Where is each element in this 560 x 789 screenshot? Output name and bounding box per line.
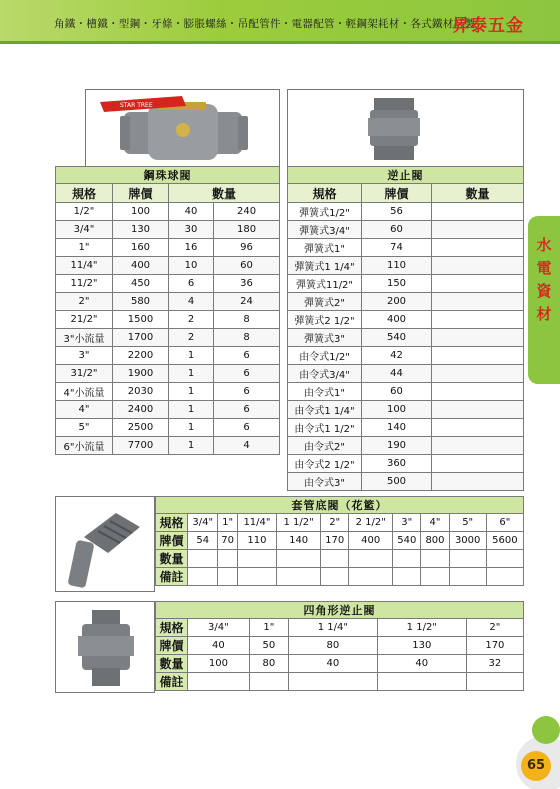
cell-q2: 8 bbox=[214, 329, 280, 347]
cell: 3000 bbox=[449, 532, 486, 550]
row-label: 規格 bbox=[156, 619, 188, 637]
cell-q2: 60 bbox=[214, 257, 280, 275]
table-row bbox=[288, 455, 524, 473]
foot-valve-image bbox=[55, 496, 155, 592]
cell-price: 1500 bbox=[113, 311, 169, 329]
cell bbox=[249, 673, 288, 691]
cell-spec: 彈簧式11/2" bbox=[288, 275, 362, 293]
cell-price: 44 bbox=[362, 365, 432, 383]
cell bbox=[321, 550, 349, 568]
table-row bbox=[56, 365, 280, 383]
column-header-quantity: 數量 bbox=[169, 184, 280, 203]
cell-price: 200 bbox=[362, 293, 432, 311]
cell-spec: 5" bbox=[56, 419, 113, 437]
table-row bbox=[288, 293, 524, 311]
cell: 32 bbox=[466, 655, 523, 673]
table-row bbox=[288, 473, 524, 491]
cell-q2: 6 bbox=[214, 419, 280, 437]
table-row bbox=[56, 275, 280, 293]
cell-price: 7700 bbox=[113, 437, 169, 455]
cell: 540 bbox=[393, 532, 421, 550]
cell-spec: 11/4" bbox=[56, 257, 113, 275]
cell: 40 bbox=[377, 655, 466, 673]
table-row bbox=[156, 673, 524, 691]
square-check-valve-title: 四角形逆止閥 bbox=[156, 602, 524, 619]
cell-price: 500 bbox=[362, 473, 432, 491]
cell: 140 bbox=[277, 532, 321, 550]
cell: 2 1/2" bbox=[349, 514, 393, 532]
foot-valve-title: 套管底閥（花籃） bbox=[156, 497, 524, 514]
cell-price: 2200 bbox=[113, 347, 169, 365]
cell-q1: 4 bbox=[169, 293, 214, 311]
cell-spec: 彈簧式3" bbox=[288, 329, 362, 347]
cell-price: 2400 bbox=[113, 401, 169, 419]
cell-spec: 彈簧式3/4" bbox=[288, 221, 362, 239]
cell-quantity bbox=[432, 239, 524, 257]
cell bbox=[421, 550, 449, 568]
cell-spec: 31/2" bbox=[56, 365, 113, 383]
table-row bbox=[156, 619, 524, 637]
cell-price: 580 bbox=[113, 293, 169, 311]
column-header-spec: 規格 bbox=[288, 184, 362, 203]
column-header-spec: 規格 bbox=[56, 184, 113, 203]
cell: 5600 bbox=[486, 532, 523, 550]
cell bbox=[393, 568, 421, 586]
cell: 400 bbox=[349, 532, 393, 550]
cell-spec: 3"小流量 bbox=[56, 329, 113, 347]
cell-q2: 24 bbox=[214, 293, 280, 311]
table-row bbox=[56, 437, 280, 455]
decorative-circle bbox=[532, 716, 560, 744]
cell-spec: 由令式1/2" bbox=[288, 347, 362, 365]
cell-q2: 36 bbox=[214, 275, 280, 293]
cell: 170 bbox=[321, 532, 349, 550]
cell-price: 42 bbox=[362, 347, 432, 365]
column-header-price: 牌價 bbox=[113, 184, 169, 203]
cell: 1" bbox=[249, 619, 288, 637]
cell-q2: 96 bbox=[214, 239, 280, 257]
cell-price: 130 bbox=[113, 221, 169, 239]
cell bbox=[349, 550, 393, 568]
cell-price: 60 bbox=[362, 221, 432, 239]
cell bbox=[237, 550, 276, 568]
cell: 6" bbox=[486, 514, 523, 532]
page-number: 65 bbox=[521, 751, 551, 781]
cell bbox=[188, 550, 218, 568]
cell-quantity bbox=[432, 419, 524, 437]
cell-q2: 180 bbox=[214, 221, 280, 239]
cell-q1: 2 bbox=[169, 329, 214, 347]
cell-spec: 由令式1 1/4" bbox=[288, 401, 362, 419]
cell bbox=[486, 550, 523, 568]
cell bbox=[321, 568, 349, 586]
cell-q2: 240 bbox=[214, 203, 280, 221]
cell-q1: 40 bbox=[169, 203, 214, 221]
cell-spec: 彈簧式2" bbox=[288, 293, 362, 311]
cell: 54 bbox=[188, 532, 218, 550]
cell: 3/4" bbox=[188, 514, 218, 532]
cell: 1 1/2" bbox=[277, 514, 321, 532]
cell-spec: 2" bbox=[56, 293, 113, 311]
cell-price: 110 bbox=[362, 257, 432, 275]
cell-quantity bbox=[432, 329, 524, 347]
cell-q1: 1 bbox=[169, 401, 214, 419]
cell-q2: 4 bbox=[214, 437, 280, 455]
cell-quantity bbox=[432, 293, 524, 311]
table-row bbox=[288, 275, 524, 293]
cell: 1" bbox=[218, 514, 237, 532]
cell-q2: 8 bbox=[214, 311, 280, 329]
table-row bbox=[288, 419, 524, 437]
cell-price: 2500 bbox=[113, 419, 169, 437]
column-header-quantity: 數量 bbox=[432, 184, 524, 203]
cell-spec: 由令式1 1/2" bbox=[288, 419, 362, 437]
table-row bbox=[156, 550, 524, 568]
cell-quantity bbox=[432, 203, 524, 221]
cell-price: 360 bbox=[362, 455, 432, 473]
ball-valve-title: 鋼珠球閥 bbox=[56, 167, 280, 184]
table-row bbox=[288, 203, 524, 221]
cell-price: 450 bbox=[113, 275, 169, 293]
cell bbox=[188, 673, 250, 691]
cell: 50 bbox=[249, 637, 288, 655]
cell: 70 bbox=[218, 532, 237, 550]
cell-price: 540 bbox=[362, 329, 432, 347]
cell-price: 190 bbox=[362, 437, 432, 455]
cell bbox=[188, 568, 218, 586]
cell-q1: 1 bbox=[169, 365, 214, 383]
table-row bbox=[56, 221, 280, 239]
cell-price: 400 bbox=[113, 257, 169, 275]
brand-name: 昇泰五金 bbox=[452, 16, 524, 36]
row-label: 備註 bbox=[156, 673, 188, 691]
header-band bbox=[0, 0, 560, 44]
cell bbox=[218, 550, 237, 568]
cell: 80 bbox=[249, 655, 288, 673]
table-row bbox=[288, 311, 524, 329]
category-side-tab bbox=[528, 216, 560, 384]
cell bbox=[466, 673, 523, 691]
cell-spec: 3/4" bbox=[56, 221, 113, 239]
cell-price: 150 bbox=[362, 275, 432, 293]
cell: 3" bbox=[393, 514, 421, 532]
table-row bbox=[288, 437, 524, 455]
table-row bbox=[56, 347, 280, 365]
ball-valve-image bbox=[85, 89, 280, 167]
check-valve-title: 逆止閥 bbox=[288, 167, 524, 184]
cell bbox=[349, 568, 393, 586]
cell-q1: 30 bbox=[169, 221, 214, 239]
cell-quantity bbox=[432, 275, 524, 293]
cell: 110 bbox=[237, 532, 276, 550]
cell-quantity bbox=[432, 257, 524, 275]
cell-price: 1900 bbox=[113, 365, 169, 383]
cell-price: 400 bbox=[362, 311, 432, 329]
cell-q2: 6 bbox=[214, 347, 280, 365]
cell-price: 56 bbox=[362, 203, 432, 221]
cell-spec: 彈簧式1/2" bbox=[288, 203, 362, 221]
cell-spec: 21/2" bbox=[56, 311, 113, 329]
table-row bbox=[288, 347, 524, 365]
cell-spec: 4" bbox=[56, 401, 113, 419]
cell-quantity bbox=[432, 437, 524, 455]
row-label: 備註 bbox=[156, 568, 188, 586]
cell: 170 bbox=[466, 637, 523, 655]
table-row bbox=[156, 532, 524, 550]
table-row bbox=[56, 203, 280, 221]
square-check-valve-table bbox=[155, 601, 524, 691]
table-row bbox=[156, 514, 524, 532]
table-row bbox=[288, 329, 524, 347]
table-row bbox=[288, 239, 524, 257]
header-tagline: 角鐵・槽鐵・型鋼・牙條・膨脹螺絲・吊配管件・電器配管・輕鋼架耗材・各式鐵材訂製 bbox=[54, 18, 476, 30]
row-label: 牌價 bbox=[156, 532, 188, 550]
cell-q1: 2 bbox=[169, 311, 214, 329]
cell bbox=[377, 673, 466, 691]
cell-q1: 1 bbox=[169, 347, 214, 365]
square-check-valve-image bbox=[55, 601, 155, 693]
cell-q1: 10 bbox=[169, 257, 214, 275]
cell-q1: 1 bbox=[169, 383, 214, 401]
cell-spec: 4"小流量 bbox=[56, 383, 113, 401]
cell bbox=[486, 568, 523, 586]
cell-q2: 6 bbox=[214, 383, 280, 401]
cell-q1: 1 bbox=[169, 437, 214, 455]
table-row bbox=[56, 419, 280, 437]
row-label: 規格 bbox=[156, 514, 188, 532]
cell: 3/4" bbox=[188, 619, 250, 637]
ball-valve-handle-text: STAR TREE bbox=[120, 102, 153, 109]
cell-quantity bbox=[432, 311, 524, 329]
table-row bbox=[56, 401, 280, 419]
cell-spec: 由令式2 1/2" bbox=[288, 455, 362, 473]
cell: 40 bbox=[288, 655, 377, 673]
table-row bbox=[156, 637, 524, 655]
cell-quantity bbox=[432, 401, 524, 419]
cell-price: 160 bbox=[113, 239, 169, 257]
cell-spec: 彈簧式1" bbox=[288, 239, 362, 257]
cell-q2: 6 bbox=[214, 401, 280, 419]
cell bbox=[218, 568, 237, 586]
cell-spec: 1/2" bbox=[56, 203, 113, 221]
table-row bbox=[56, 383, 280, 401]
foot-valve-table bbox=[155, 496, 524, 586]
cell-spec: 由令式3/4" bbox=[288, 365, 362, 383]
table-row bbox=[288, 401, 524, 419]
table-row bbox=[288, 383, 524, 401]
row-label: 數量 bbox=[156, 550, 188, 568]
cell-price: 74 bbox=[362, 239, 432, 257]
cell-spec: 由令式1" bbox=[288, 383, 362, 401]
cell: 2" bbox=[321, 514, 349, 532]
cell bbox=[277, 568, 321, 586]
table-row bbox=[56, 311, 280, 329]
cell: 130 bbox=[377, 637, 466, 655]
cell: 1 1/2" bbox=[377, 619, 466, 637]
cell-spec: 3" bbox=[56, 347, 113, 365]
cell: 5" bbox=[449, 514, 486, 532]
cell-q1: 1 bbox=[169, 419, 214, 437]
check-valve-image bbox=[287, 89, 524, 167]
cell bbox=[237, 568, 276, 586]
cell-quantity bbox=[432, 221, 524, 239]
cell-q1: 6 bbox=[169, 275, 214, 293]
cell-quantity bbox=[432, 455, 524, 473]
table-row bbox=[56, 293, 280, 311]
cell-quantity bbox=[432, 383, 524, 401]
cell-spec: 由令式3" bbox=[288, 473, 362, 491]
table-row bbox=[288, 257, 524, 275]
cell-quantity bbox=[432, 347, 524, 365]
table-row bbox=[56, 239, 280, 257]
cell-price: 140 bbox=[362, 419, 432, 437]
row-label: 牌價 bbox=[156, 637, 188, 655]
cell bbox=[277, 550, 321, 568]
table-row bbox=[288, 221, 524, 239]
cell: 2" bbox=[466, 619, 523, 637]
cell: 11/4" bbox=[237, 514, 276, 532]
cell bbox=[449, 568, 486, 586]
cell: 100 bbox=[188, 655, 250, 673]
cell-spec: 11/2" bbox=[56, 275, 113, 293]
table-row bbox=[288, 365, 524, 383]
cell-price: 100 bbox=[113, 203, 169, 221]
table-row bbox=[156, 655, 524, 673]
cell-price: 1700 bbox=[113, 329, 169, 347]
cell-spec: 彈簧式1 1/4" bbox=[288, 257, 362, 275]
cell-q1: 16 bbox=[169, 239, 214, 257]
cell: 1 1/4" bbox=[288, 619, 377, 637]
cell: 4" bbox=[421, 514, 449, 532]
cell-spec: 1" bbox=[56, 239, 113, 257]
cell: 80 bbox=[288, 637, 377, 655]
row-label: 數量 bbox=[156, 655, 188, 673]
table-row bbox=[56, 329, 280, 347]
table-row bbox=[156, 568, 524, 586]
table-row bbox=[56, 257, 280, 275]
cell bbox=[393, 550, 421, 568]
cell: 800 bbox=[421, 532, 449, 550]
column-header-price: 牌價 bbox=[362, 184, 432, 203]
cell: 40 bbox=[188, 637, 250, 655]
cell-quantity bbox=[432, 473, 524, 491]
cell-spec: 由令式2" bbox=[288, 437, 362, 455]
cell-q2: 6 bbox=[214, 365, 280, 383]
ball-valve-table bbox=[55, 166, 280, 455]
cell-quantity bbox=[432, 365, 524, 383]
cell-spec: 彈簧式2 1/2" bbox=[288, 311, 362, 329]
cell bbox=[421, 568, 449, 586]
cell-spec: 6"小流量 bbox=[56, 437, 113, 455]
cell bbox=[449, 550, 486, 568]
check-valve-table bbox=[287, 166, 524, 491]
cell-price: 2030 bbox=[113, 383, 169, 401]
category-label: 水電資材 bbox=[536, 236, 552, 323]
cell bbox=[288, 673, 377, 691]
cell-price: 60 bbox=[362, 383, 432, 401]
cell-price: 100 bbox=[362, 401, 432, 419]
